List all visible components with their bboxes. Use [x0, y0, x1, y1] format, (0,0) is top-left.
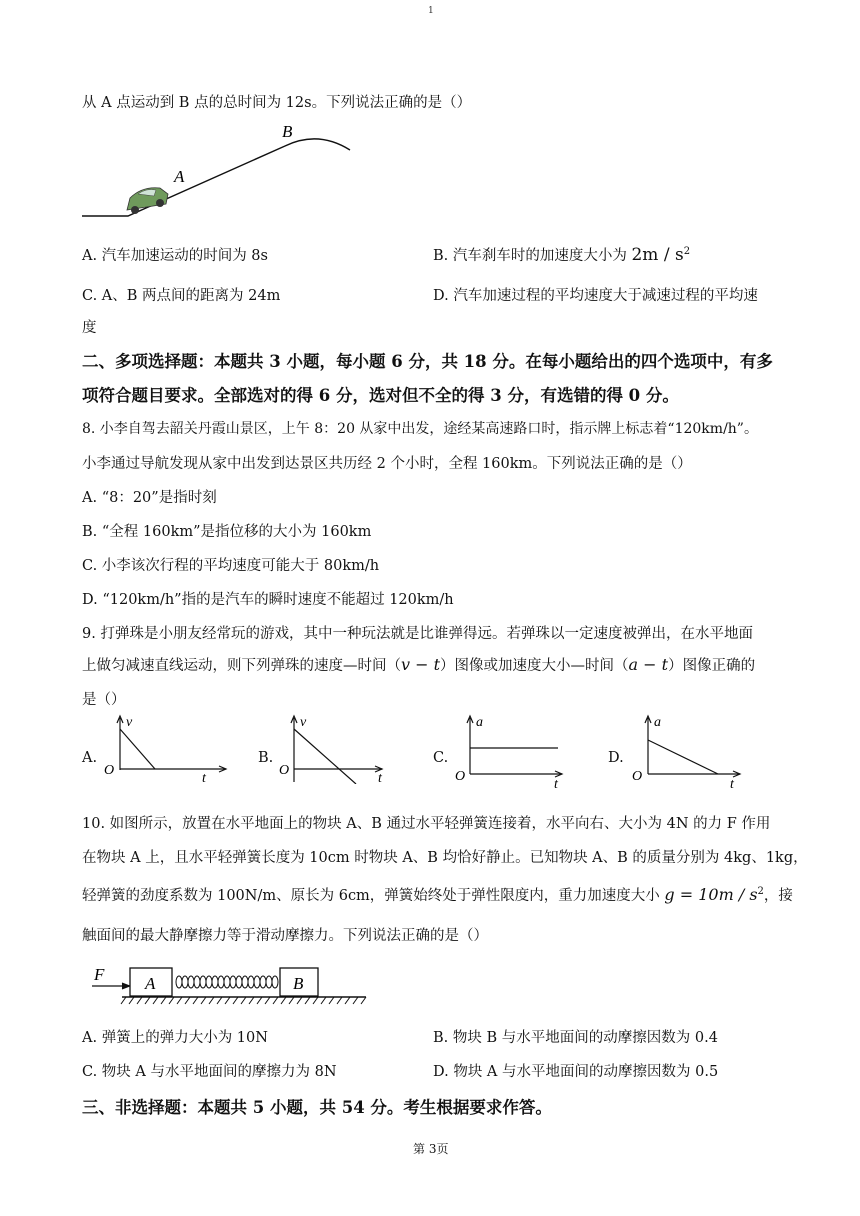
q10-stem-line4: 触面间的最大静摩擦力等于滑动摩擦力。下列说法正确的是（）: [82, 928, 488, 944]
label-point-a: A: [174, 167, 185, 186]
graph-a-xlabel: t: [202, 771, 206, 784]
q8-option-a: A. “8：20”是指时刻: [82, 490, 217, 506]
graph-b-xlabel: t: [378, 771, 382, 784]
q9-vt-symbol: v − t: [401, 655, 441, 674]
q9-line2-part1: 上做匀减速直线运动，则下列弹珠的速度—时间（: [82, 658, 401, 674]
q10-option-a: A. 弹簧上的弹力大小为 10N: [82, 1030, 268, 1046]
q10-line3-part1: 轻弹簧的劲度系数为 100N/m、原长为 6cm，弹簧始终处于弹性限度内，重力加速度大小: [82, 888, 660, 904]
graph-c-origin: O: [455, 769, 466, 784]
label-point-b: B: [282, 122, 293, 141]
q10-stem-line3: [82, 884, 793, 905]
q9-graph-b-option: B.: [258, 750, 274, 766]
page-number: 第 3页: [413, 1142, 449, 1156]
q7-option-b-formula: 2m / s: [631, 245, 684, 265]
q8-option-b: B. “全程 160km”是指位移的大小为 160km: [82, 524, 372, 540]
q7-option-b-exp: 2: [683, 246, 691, 258]
q9-stem-line1: 9. 打弹珠是小朋友经常玩的游戏，其中一种玩法就是比谁弹得远。若弹珠以一定速度被弹出，在水平地面: [82, 626, 753, 642]
graph-a-origin: O: [104, 763, 115, 778]
graph-c-xlabel: t: [554, 777, 558, 788]
q9-graph-c-option: C.: [433, 750, 449, 766]
q9-stem-line3: 是（）: [82, 692, 126, 708]
q9-stem-line2: [82, 654, 755, 675]
q10-line3-part2: ，接: [763, 888, 793, 904]
q7-option-d-cont: 度: [82, 320, 97, 336]
section2-heading-line2: 项符合题目要求。全部选对的得 6 分，选对但不全的得 3 分，有选错的得 0 分。: [82, 386, 679, 405]
spring-coil: [176, 976, 278, 988]
q8-option-c: C. 小李该次行程的平均速度可能大于 80km/h: [82, 558, 380, 574]
q10-stem-line2: 在物块 A 上，且水平轻弹簧长度为 10cm 时物块 A、B 均恰好静止。已知物块 A、B 的质量分别为 4kg、1kg，: [82, 850, 808, 866]
graph-d-ylabel: a: [654, 715, 661, 730]
q10-gravity-formula: g = 10m / s: [664, 885, 758, 904]
block-b-label: B: [293, 974, 304, 993]
q9-graph-d: [626, 712, 750, 788]
q9-graph-d-option: D.: [608, 750, 624, 766]
q7-option-c: C. A、B 两点间的距离为 24m: [82, 288, 281, 304]
graph-a-ylabel: v: [126, 715, 133, 730]
block-a-label: A: [145, 974, 156, 993]
q8-stem-line1: 8. 小李自驾去韶关丹霞山景区，上午 8：20 从家中出发，途经某高速路口时，指示牌上标志着“120km/h”。: [82, 421, 758, 437]
force-label-f: F: [94, 965, 105, 984]
q9-line2-part2: ）图像或加速度大小—时间（: [440, 658, 629, 674]
q9-graph-a-option: A.: [82, 750, 98, 766]
q7-stem: 从 A 点运动到 B 点的总时间为 12s。下列说法正确的是（）: [82, 95, 472, 111]
header-mark: 1: [428, 6, 434, 16]
q9-graph-b: [274, 712, 394, 784]
ground-hatching: [121, 997, 366, 1004]
q10-option-d: D. 物块 A 与水平地面间的动摩擦因数为 0.5: [433, 1064, 719, 1080]
q8-stem-line2: 小李通过导航发现从家中出发到达景区共历经 2 个小时，全程 160km。下列说法正确的是（）: [82, 456, 692, 472]
q7-option-a: A. 汽车加速运动的时间为 8s: [82, 248, 268, 264]
q8-option-d: D. “120km/h”指的是汽车的瞬时速度不能超过 120km/h: [82, 592, 454, 608]
graph-d-xlabel: t: [730, 777, 734, 788]
q10-option-b: B. 物块 B 与水平地面间的动摩擦因数为 0.4: [433, 1030, 718, 1046]
q10-option-c: C. 物块 A 与水平地面间的摩擦力为 8N: [82, 1064, 337, 1080]
q10-stem-line1: 10. 如图所示，放置在水平地面上的物块 A、B 通过水平轻弹簧连接着，水平向右、大小为 4N 的力 F 作用: [82, 816, 771, 832]
q9-at-symbol: a − t: [628, 655, 669, 674]
section2-heading-line1: 二、多项选择题：本题共 3 小题，每小题 6 分，共 18 分。在每小题给出的四个选项中，有多: [82, 352, 773, 371]
graph-b-ylabel: v: [300, 715, 307, 730]
q9-line2-part3: ）图像正确的: [668, 658, 756, 674]
q7-option-b-text: B. 汽车刹车时的加速度大小为: [433, 248, 627, 264]
q7-option-d: D. 汽车加速过程的平均速度大于减速过程的平均速: [433, 288, 758, 304]
graph-d-origin: O: [632, 769, 643, 784]
graph-b-origin: O: [279, 763, 290, 778]
q10-spring-figure: [90, 960, 375, 1010]
q7-option-b: [433, 244, 690, 265]
graph-c-ylabel: a: [476, 715, 483, 730]
section3-heading: 三、非选择题：本题共 5 小题，共 54 分。考生根据要求作答。: [82, 1098, 552, 1117]
car-icon: [127, 188, 168, 214]
q9-graph-c: [450, 712, 570, 788]
q7-slope-figure: [80, 118, 360, 223]
q10-gravity-exp: 2: [757, 886, 764, 898]
q9-graph-a: [98, 712, 238, 784]
